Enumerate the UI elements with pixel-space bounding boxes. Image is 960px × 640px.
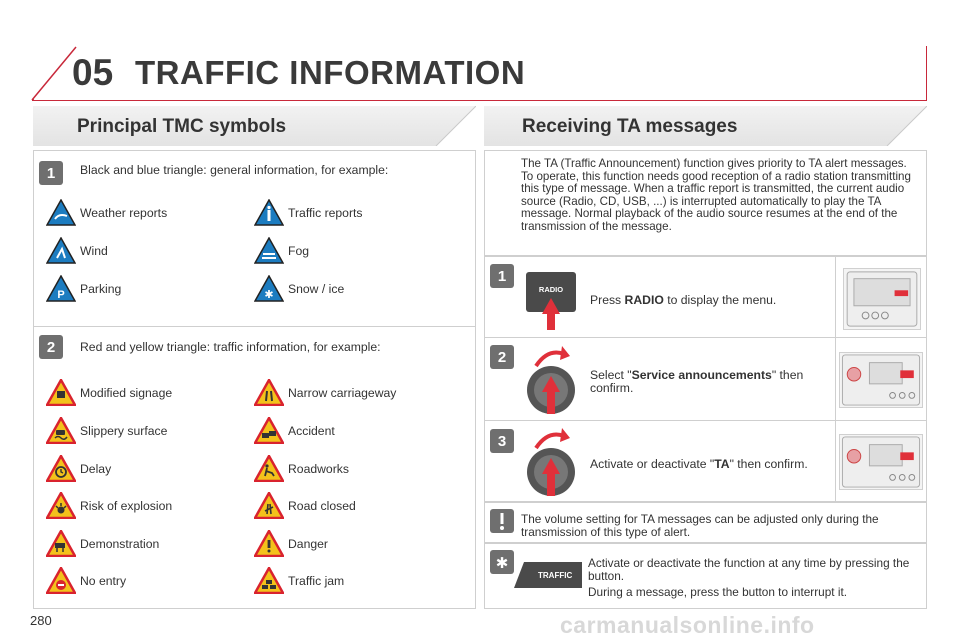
modified-signage-icon	[46, 379, 76, 406]
tmc-label: Fog	[288, 244, 310, 258]
svg-text:P: P	[57, 289, 65, 301]
panel-divider	[33, 326, 476, 327]
group1-intro: Black and blue triangle: general information, for example:	[80, 163, 389, 177]
left-section-title-bar	[33, 106, 476, 146]
ta-tip-text-1: Activate or deactivate the function at any time by pressing the button.	[588, 556, 910, 583]
traffic-jam-icon	[254, 567, 284, 594]
tmc-label: Narrow carriageway	[288, 386, 397, 400]
svg-text:2: 2	[497, 349, 507, 366]
roadworks-icon	[254, 455, 284, 482]
snow-ice-icon	[254, 275, 284, 302]
tmc-label: Traffic jam	[288, 574, 345, 588]
step1-text	[590, 294, 776, 307]
fog-icon	[254, 237, 284, 264]
risk-of-explosion-icon	[46, 492, 76, 519]
tmc-label: Modified signage	[80, 386, 173, 400]
tmc-label: Slippery surface	[80, 424, 168, 438]
accident-icon	[254, 417, 284, 444]
tmc-label: Wind	[80, 244, 108, 258]
svg-text:✱: ✱	[264, 288, 274, 301]
no-entry-icon	[46, 567, 76, 594]
step-number-badge-1	[38, 160, 64, 186]
tmc-label: Roadworks	[288, 462, 349, 476]
traffic-button-label: TRAFFIC	[538, 571, 573, 580]
chapter-number: 05	[72, 52, 114, 93]
road-closed-icon	[254, 492, 284, 519]
tmc-label: No entry	[80, 574, 127, 588]
left-section-title: Principal TMC symbols	[77, 116, 287, 137]
right-section-title: Receiving TA messages	[522, 116, 738, 137]
panel-divider	[484, 420, 927, 421]
step-text: to display the menu.	[663, 293, 777, 307]
step-number-badge-1	[489, 263, 515, 289]
ta-intro-text: The TA (Traffic Announcement) function gives priority to TA alert messages. To operate, this function needs good reception of a radio station transmitting this type of message. When a traffic report is transmitted, the current audio source (Radio, CD, USB, ...) is interrupted automatically to play the TA message. Normal playback of the audio source resumes at the end of the transmission of the message.	[521, 157, 911, 233]
wind-icon	[46, 237, 76, 264]
step3-text	[590, 458, 808, 471]
tmc-label: Accident	[288, 424, 335, 438]
danger-icon	[254, 530, 284, 557]
title-bar-corner	[867, 106, 927, 146]
radio-unit-image	[839, 434, 923, 490]
page-title: TRAFFIC INFORMATION	[135, 54, 526, 91]
rotary-knob-image	[522, 342, 582, 416]
weather-reports-icon	[46, 199, 76, 226]
tmc-label: Traffic reports	[288, 206, 363, 220]
watermark: carmanualsonline.info	[560, 612, 815, 638]
tmc-label: Road closed	[288, 499, 356, 513]
svg-text:3: 3	[497, 433, 507, 450]
panel-divider	[484, 337, 927, 338]
step-emphasis: RADIO	[624, 293, 664, 307]
step-number-badge-3	[489, 428, 515, 454]
tmc-label: Delay	[80, 462, 112, 476]
step2-text	[590, 369, 830, 395]
ta-tip-text-2: During a message, press the button to interrupt it.	[588, 585, 848, 599]
traffic-reports-icon	[254, 199, 284, 226]
step-text: " then confirm.	[729, 457, 808, 471]
tmc-label: Parking	[80, 282, 122, 296]
parking-icon	[46, 275, 76, 302]
warning-icon	[489, 508, 515, 534]
step-text: " then confirm.	[590, 368, 804, 395]
tmc-label: Snow / ice	[288, 282, 345, 296]
step-emphasis: TA	[714, 457, 730, 471]
tmc-label: Danger	[288, 537, 328, 551]
svg-text:✱: ✱	[495, 554, 509, 572]
step-number-badge-2	[38, 334, 64, 360]
panel-divider	[835, 256, 836, 502]
step-number-badge-2	[489, 344, 515, 370]
tmc-label: Risk of explosion	[80, 499, 173, 513]
delay-icon	[46, 455, 76, 482]
rotary-knob-image	[522, 424, 582, 498]
right-section-title-bar	[484, 106, 927, 146]
svg-text:2: 2	[46, 339, 56, 356]
svg-text:1: 1	[46, 165, 56, 182]
step-text: Activate or deactivate "	[590, 457, 715, 471]
slippery-surface-icon	[46, 417, 76, 444]
ta-note-text: The volume setting for TA messages can be adjusted only during the transmission of this type of alert.	[521, 512, 879, 539]
radio-button-image	[524, 270, 578, 332]
tmc-label: Weather reports	[80, 206, 168, 220]
radio-unit-image	[839, 352, 923, 408]
tmc-label: Demonstration	[80, 537, 160, 551]
demonstration-icon	[46, 530, 76, 557]
radio-button-label: RADIO	[538, 285, 564, 294]
step-text: Select "	[590, 368, 632, 382]
narrow-carriageway-icon	[254, 379, 284, 406]
title-bar-corner	[416, 106, 476, 146]
page-number: 280	[30, 613, 52, 628]
group2-intro: Red and yellow triangle: traffic information, for example:	[80, 340, 381, 354]
svg-text:1: 1	[497, 268, 507, 285]
step-text: Press	[590, 293, 625, 307]
radio-unit-image	[843, 268, 921, 330]
step-emphasis: Service announcements	[631, 368, 772, 382]
